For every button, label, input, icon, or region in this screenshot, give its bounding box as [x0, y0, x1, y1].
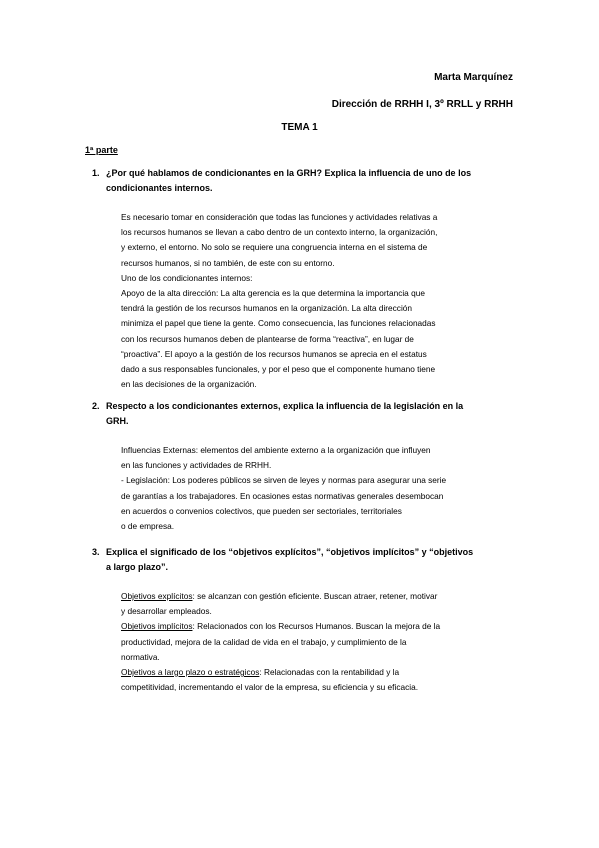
question-line: Explica el significado de los “objetivos explícitos”, “objetivos implícitos” y “objetivos [106, 547, 474, 557]
question-1 [92, 166, 506, 196]
question-3 [92, 545, 506, 575]
answer-line: Influencias Externas: elementos del ambiente externo a la organización que influyen [121, 445, 431, 455]
term-text: : se alcanzan con gestión eficiente. Buscan atraer, retener, motivar [192, 591, 438, 601]
question-line: GRH. [106, 416, 129, 426]
term-text: : Relacionados con los Recursos Humanos. Buscan la mejora de la [192, 621, 441, 632]
answer-line: recursos humanos, si no también, de este con su entorno. [121, 257, 335, 268]
question-line: condicionantes internos. [106, 183, 213, 193]
question-number: 3. [92, 547, 100, 557]
objective-implicit [121, 619, 516, 634]
answer-line: Es necesario tomar en consideración que todas las funciones y actividades relativas a [121, 212, 438, 222]
answer-line: Uno de los condicionantes internos: [121, 272, 253, 283]
term-text: : Relacionadas con la rentabilidad y la [259, 667, 400, 678]
answer-line: competitividad, incrementando el valor de la empresa, su eficiencia y su eficacia. [121, 682, 418, 693]
part-heading: 1ª parte [85, 145, 118, 155]
answer-line: y externo, el entorno. No solo se requiere una congruencia interna en el sistema de [121, 242, 428, 253]
answer-line: en las decisiones de la organización. [121, 379, 257, 390]
answer-line: con los recursos humanos deben de plantearse de forma “reactiva”, en lugar de [121, 333, 414, 344]
term-label: Objetivos a largo plazo o estratégicos [121, 667, 260, 678]
answer-line: productividad, mejora de la calidad de vida en el trabajo, y cumplimiento de la [121, 636, 407, 647]
answer-line: - Legislación: Los poderes públicos se sirven de leyes y normas para asegurar una serie [121, 475, 447, 486]
answer-line: normativa. [121, 651, 160, 662]
answer-line: y desarrollar empleados. [121, 606, 212, 617]
answer-line: minimiza el papel que tiene la gente. Como consecuencia, las funciones relacionadas [121, 318, 436, 329]
answer-2 [121, 443, 516, 534]
answer-line: de garantías a los trabajadores. En ocasiones estas normativas generales desembocan [121, 490, 444, 501]
author-name: Marta Marquínez [434, 72, 513, 83]
answer-3 [121, 589, 516, 695]
question-line: Respecto a los condicionantes externos, explica la influencia de la legislación en la [106, 401, 464, 411]
question-number: 1. [92, 168, 100, 178]
objective-long-term [121, 665, 516, 680]
question-line: ¿Por qué hablamos de condicionantes en la GRH? Explica la influencia de uno de los [106, 168, 472, 178]
objective-explicit [121, 589, 516, 604]
answer-line: “proactiva”. El apoyo a la gestión de los recursos humanos se aprecia en el estatus [121, 348, 427, 359]
answer-line: en las funciones y actividades de RRHH. [121, 460, 272, 471]
question-2 [92, 399, 506, 429]
question-number: 2. [92, 401, 100, 411]
answer-1 [121, 210, 516, 392]
answer-line: dado a sus responsables funcionales, y por el peso que el componente humano tiene [121, 364, 436, 375]
term-label: Objetivos explícitos [121, 591, 193, 601]
term-label: Objetivos implícitos [121, 621, 193, 632]
course-subject: Dirección de RRHH I, 3º RRLL y RRHH [331, 99, 513, 110]
answer-line: en acuerdos o convenios colectivos, que pueden ser sectoriales, territoriales [121, 505, 402, 516]
question-line: a largo plazo”. [106, 562, 169, 572]
answer-line: Apoyo de la alta dirección: La alta gerencia es la que determina la importancia que [121, 288, 425, 299]
page-title: TEMA 1 [281, 122, 318, 133]
answer-line: o de empresa. [121, 521, 175, 532]
answer-line: los recursos humanos se llevan a cabo dentro de un contexto interno, la organización, [121, 227, 438, 238]
answer-line: tendrá la gestión de los recursos humanos en la organización. La alta dirección [121, 303, 413, 314]
